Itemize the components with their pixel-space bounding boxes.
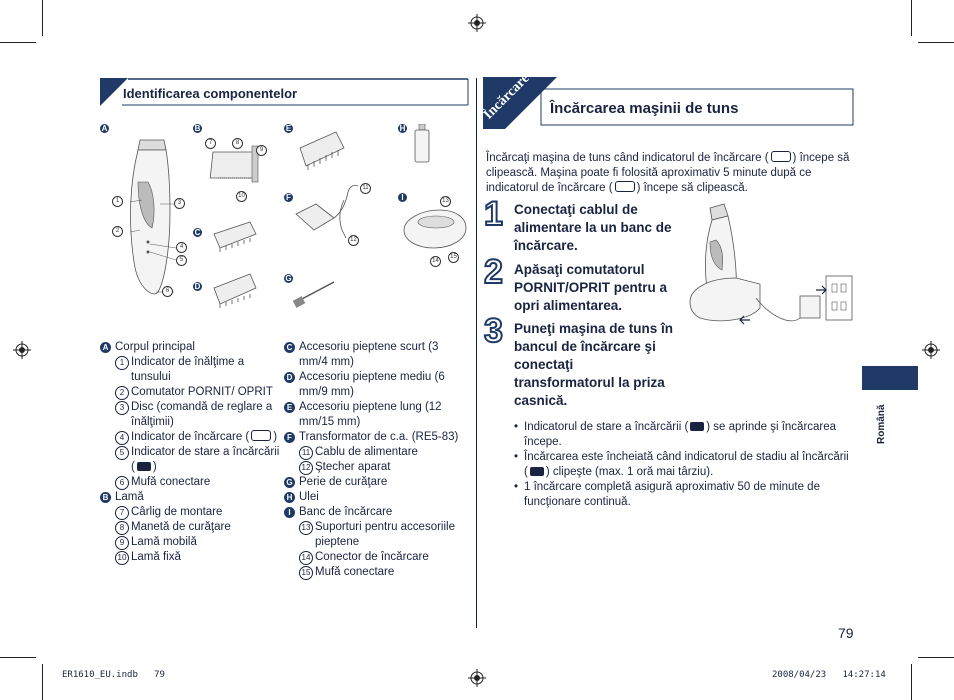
part-left-item	[100, 550, 280, 565]
part-right-item	[284, 505, 464, 520]
part-right-item	[284, 400, 464, 430]
part-badge: G	[284, 477, 295, 488]
part-right-item	[284, 340, 464, 370]
part-number: 13	[299, 521, 313, 535]
part-number: 8	[115, 521, 129, 535]
part-left-item	[100, 490, 280, 505]
part-label: Mufă conectare	[131, 476, 211, 488]
part-left-item	[100, 355, 280, 385]
comb-long-icon	[296, 126, 348, 170]
part-label: Transformator de c.a. (RE5-83)	[299, 431, 459, 443]
part-badge: E	[284, 402, 295, 413]
part-badge: H	[284, 492, 295, 503]
side-tab-label: Încărcare	[481, 71, 533, 123]
page-number: 79	[838, 625, 854, 641]
crop-mark	[911, 0, 912, 36]
callout-13: 13	[440, 196, 451, 207]
part-number: 7	[115, 506, 129, 520]
part-number: 5	[115, 446, 129, 460]
cleaning-brush-icon	[292, 278, 338, 308]
part-right-item	[284, 490, 464, 505]
registration-mark-icon	[468, 669, 486, 687]
callout-4: 4	[176, 242, 187, 253]
part-label: Cârlig de montare	[131, 506, 223, 518]
part-label: Conector de încărcare	[315, 551, 429, 563]
part-left-item	[100, 340, 280, 355]
note-bullet	[514, 420, 854, 450]
part-right-item	[284, 520, 464, 550]
callout-1: 1	[112, 196, 123, 207]
label-d: D	[194, 282, 201, 291]
part-label: Cablu de alimentare	[315, 446, 418, 458]
part-label: Indicator de înălţime a tunsului	[131, 356, 245, 383]
part-right-item	[284, 430, 464, 445]
note-text: ) clipeşte (max. 1 oră mai târziu).	[545, 466, 714, 478]
part-number: 12	[299, 461, 313, 475]
part-badge: I	[284, 507, 295, 518]
part-left-item	[100, 520, 280, 535]
label-f: F	[284, 193, 293, 202]
step-1-text: Conectaţi cablul de alimentare la un banc de încărcare.	[514, 202, 672, 253]
part-right-item	[284, 565, 464, 580]
label-h: H	[399, 124, 406, 133]
paren-close: )	[273, 431, 278, 443]
part-badge: F	[284, 432, 295, 443]
plug-indicator-icon	[137, 462, 151, 471]
part-label: Banc de încărcare	[299, 506, 393, 518]
part-label: Accesoriu pieptene lung (12 mm/15 mm)	[299, 401, 442, 428]
charging-illustration	[680, 192, 860, 342]
comb-medium-icon	[210, 270, 260, 310]
callout-12: 12	[348, 235, 359, 246]
label-g: G	[285, 274, 292, 283]
part-number: 11	[299, 446, 313, 460]
part-number: 10	[115, 551, 129, 565]
part-left-item	[100, 445, 280, 475]
language-label: Română	[876, 404, 887, 444]
step-1-number: 1	[484, 195, 503, 233]
part-right-item	[284, 475, 464, 490]
part-badge: C	[284, 342, 295, 353]
callout-3: 3	[174, 198, 185, 209]
clipper-body-icon	[112, 132, 192, 302]
crop-mark	[918, 657, 954, 658]
column-divider	[476, 78, 477, 628]
part-label: Ştecher aparat	[315, 461, 391, 473]
bullet-dot: •	[514, 481, 519, 493]
plug-indicator-icon	[530, 467, 544, 476]
part-number: 3	[115, 401, 129, 415]
part-label: Manetă de curăţare	[131, 521, 231, 533]
oil-bottle-icon	[412, 124, 432, 164]
charging-intro: Încărcaţi maşina de tuns când indicatorul de încărcare ( ) începe să clipească. Maşina poate fi folosită aproximativ 5 minute după ce indicatorul de încărcare ( ) începe să clipească.	[486, 152, 850, 194]
crop-mark	[42, 664, 43, 700]
bullet-dot: •	[514, 421, 519, 433]
part-number: 2	[115, 386, 129, 400]
label-a: A	[101, 124, 108, 133]
registration-mark-icon	[468, 14, 486, 32]
parts-list-left	[100, 340, 280, 565]
battery-indicator-icon	[615, 181, 635, 192]
part-number: 6	[115, 476, 129, 490]
registration-mark-icon	[922, 341, 940, 359]
plug-indicator-icon	[690, 422, 704, 431]
note-bullet	[514, 450, 854, 480]
part-left-item	[100, 400, 280, 430]
callout-10: 10	[236, 191, 247, 202]
label-b: B	[194, 124, 201, 133]
part-number: 15	[299, 566, 313, 580]
part-left-item	[100, 430, 280, 445]
callout-14: 14	[430, 256, 441, 267]
battery-indicator-icon	[251, 430, 271, 441]
part-left-item	[100, 505, 280, 520]
part-label: Lamă fixă	[131, 551, 181, 563]
part-label: Lamă mobilă	[131, 536, 197, 548]
part-number: 14	[299, 551, 313, 565]
callout-5: 5	[176, 255, 187, 266]
part-number: 1	[115, 356, 129, 370]
part-badge: B	[100, 492, 111, 503]
note-text: Indicatorul de stare a încărcării (	[524, 421, 689, 433]
part-label: Suporturi pentru accesoriile pieptene	[315, 521, 455, 548]
section-title: Identificarea componentelor	[123, 86, 298, 101]
part-right-item	[284, 460, 464, 475]
part-right-item	[284, 445, 464, 460]
label-i: I	[398, 193, 407, 202]
part-right-item	[284, 370, 464, 400]
callout-11: 11	[360, 183, 371, 194]
part-badge: D	[284, 372, 295, 383]
part-number: 9	[115, 536, 129, 550]
part-badge: A	[100, 342, 111, 353]
callout-15: 15	[448, 252, 459, 263]
footer-date: 2008/04/23 14:27:14	[772, 670, 886, 680]
registration-mark-icon	[13, 341, 31, 359]
part-label: Ulei	[299, 491, 319, 503]
step-2-number: 2	[484, 253, 503, 291]
language-tab	[862, 366, 918, 390]
callout-8: 8	[232, 138, 243, 149]
step-3-number: 3	[484, 312, 503, 350]
crop-mark	[0, 42, 36, 43]
callout-2: 2	[112, 226, 123, 237]
part-right-item	[284, 550, 464, 565]
charging-stand-icon	[400, 194, 470, 254]
comb-short-icon	[210, 218, 260, 254]
part-number: 4	[115, 431, 129, 445]
charging-title: Încărcarea maşinii de tuns	[550, 100, 739, 117]
bullet-dot: •	[514, 451, 519, 463]
crop-mark	[911, 664, 912, 700]
note-text: ) se aprinde şi încărcarea începe.	[524, 421, 837, 448]
components-diagram	[100, 118, 470, 333]
paren-close: )	[152, 461, 157, 473]
footer-file: ER1610_EU.indb 79	[62, 670, 165, 680]
note-text: Încărcarea este încheiată când indicatorul de stadiu al încărcării (	[524, 451, 849, 478]
part-label: Corpul principal	[115, 341, 195, 353]
crop-mark	[42, 0, 43, 36]
charging-notes	[514, 420, 854, 510]
callout-7: 7	[205, 138, 216, 149]
part-label: Comutator PORNIT/ OPRIT	[131, 386, 273, 398]
part-label: Indicator de încărcare (	[131, 431, 250, 443]
callout-9: 9	[256, 145, 267, 156]
callout-6: 6	[162, 286, 173, 297]
part-label: Indicator de stare a încărcării (	[131, 446, 280, 473]
part-label: Lamă	[115, 491, 144, 503]
label-e: E	[285, 124, 292, 133]
part-label: Accesoriu pieptene scurt (3 mm/4 mm)	[299, 341, 439, 368]
label-c: C	[194, 228, 201, 237]
part-left-item	[100, 385, 280, 400]
part-label: Disc (comandă de reglare a înălţimii)	[131, 401, 273, 428]
battery-indicator-icon	[771, 151, 791, 162]
step-2-text: Apăsaţi comutatorul PORNIT/OPRIT pentru a opri alimentarea.	[514, 262, 668, 313]
part-label: Perie de curăţare	[299, 476, 388, 488]
part-left-item	[100, 535, 280, 550]
part-label: Accesoriu pieptene mediu (6 mm/9 mm)	[299, 371, 445, 398]
crop-mark	[918, 42, 954, 43]
crop-mark	[0, 657, 36, 658]
part-label: Mufă conectare	[315, 566, 395, 578]
note-bullet	[514, 480, 854, 510]
note-text: 1 încărcare completă asigură aproximativ 50 de minute de funcţionare continuă.	[524, 481, 820, 508]
step-3-text: Puneţi maşina de tuns în bancul de încărcare şi conectaţi transformatorul la priza casnică.	[514, 321, 674, 408]
part-left-item	[100, 475, 280, 490]
parts-list-right	[284, 340, 464, 580]
